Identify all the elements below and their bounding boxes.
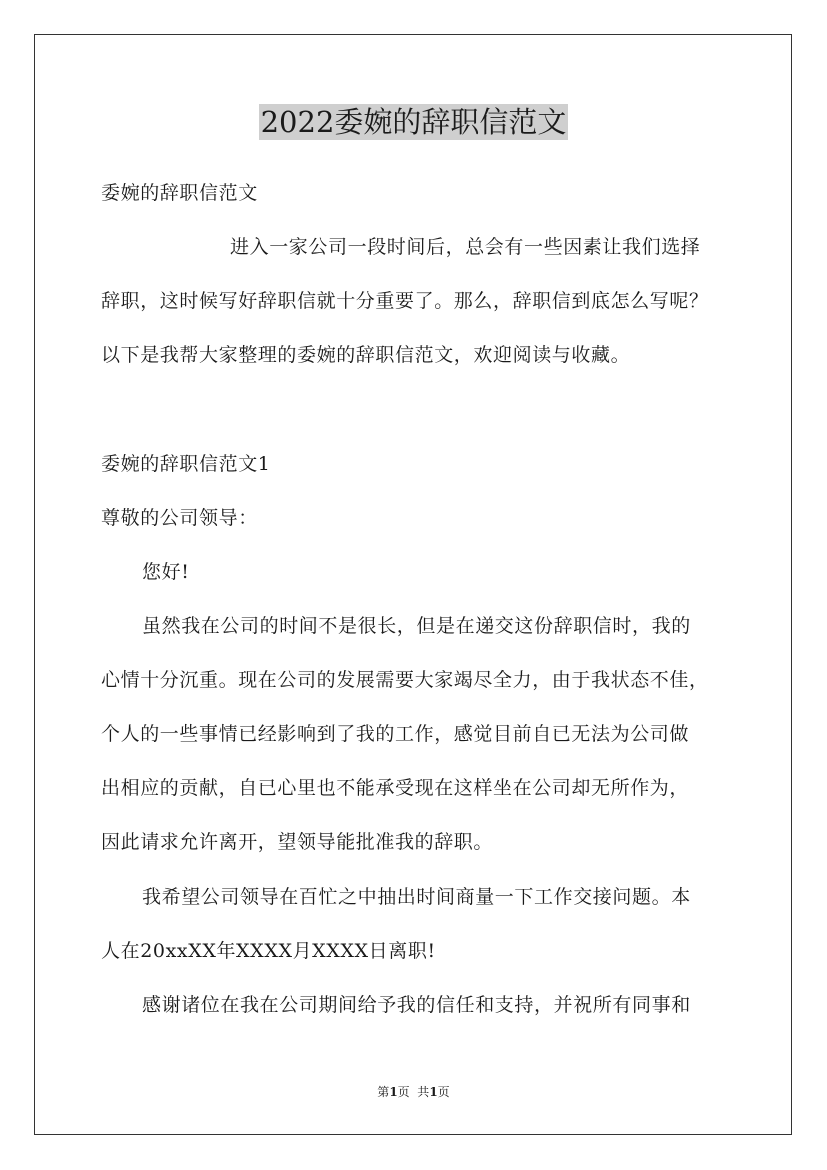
- page-footer: [0, 1084, 827, 1100]
- footer-suffix: 页: [437, 1085, 450, 1099]
- body-line: 个人的一些事情已经影响到了我的工作，感觉目前自已无法为公司做: [101, 723, 690, 745]
- body-line: 我希望公司领导在百忙之中抽出时间商量一下工作交接问题。本: [142, 886, 691, 908]
- body-line: 因此请求允许离开，望领导能批准我的辞职。: [101, 831, 494, 853]
- greeting: 您好!: [142, 561, 190, 583]
- body-line: 虽然我在公司的时间不是很长，但是在递交这份辞职信时，我的: [142, 615, 691, 637]
- salutation: 尊敬的公司领导：: [101, 507, 258, 529]
- footer-page-number: 1: [389, 1085, 398, 1099]
- body-line: 心情十分沉重。现在公司的发展需要大家竭尽全力，由于我状态不佳，: [101, 669, 709, 691]
- body-line: 感谢诸位在我在公司期间给予我的信任和支持，并祝所有同事和: [142, 994, 691, 1016]
- footer-mid: 页 共: [397, 1085, 430, 1099]
- section-heading: 委婉的辞职信范文1: [101, 453, 271, 475]
- document-title-wrap: [0, 104, 827, 140]
- footer-total-pages: 1: [429, 1085, 438, 1099]
- subtitle: 委婉的辞职信范文: [101, 182, 258, 204]
- footer-prefix: 第: [377, 1085, 390, 1099]
- body-line: 人在20xxXX年XXXX月XXXX日离职!: [101, 940, 436, 962]
- intro-line: 辞职，这时候写好辞职信就十分重要了。那么，辞职信到底怎么写呢？: [101, 290, 709, 312]
- document-title: 2022委婉的辞职信范文: [260, 105, 567, 139]
- body-line: 出相应的贡献，自已心里也不能承受现在这样坐在公司却无所作为，: [101, 777, 690, 799]
- intro-line: 以下是我帮大家整理的委婉的辞职信范文，欢迎阅读与收藏。: [101, 344, 631, 366]
- intro-line: 进入一家公司一段时间后，总会有一些因素让我们选择: [230, 236, 701, 258]
